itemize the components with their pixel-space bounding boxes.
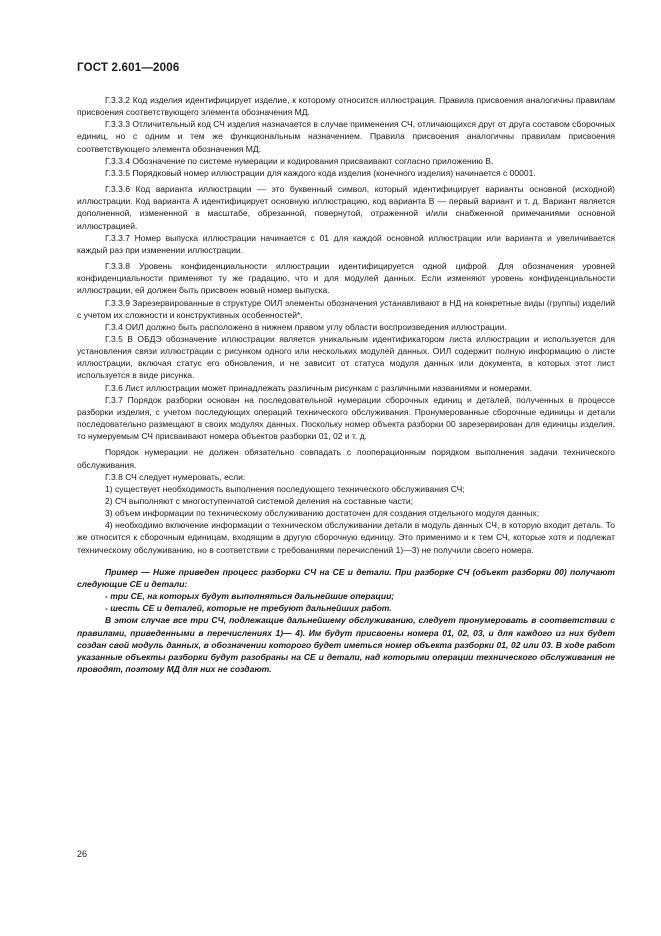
- paragraph-g3-3-7: Г.3.3.7 Номер выпуска иллюстрации начинается с 01 для каждой основной иллюстрации или варианта и увеличивается каждый раз при изменении иллюстрации.: [77, 232, 615, 255]
- list-item-4: 4) необходимо включение информации о техническом обслуживании детали в модуль данных СЧ, в которую входит деталь. То же относится к сборочным единицам, входящим в другую сборочную единицу. Это применимо и к тем СЧ, которые хотя и подлежат техническому обслуживанию, но в соответствии с требованиями перечислений 1)—3) не получили своего номера.: [77, 520, 615, 555]
- paragraph-g3-4: Г.3.4 ОИЛ должно быть расположено в нижнем правом углу области воспроизведения иллюстрации.: [105, 321, 507, 332]
- paragraph-numbering-order: Порядок нумерации не должен обязательно совпадать с пооперационным порядком выполнения задачи технического обслуживания.: [77, 447, 615, 470]
- paragraph-g3-3-8: Г.3.3.8 Уровень конфиденциальности иллюстрации идентифицируется одной цифрой. Для обозначения уровней конфиденциальности применяют ту же градацию, что и для модулей данных. Если изменяют уровень конфиденциальности иллюстрации, ей должен быть присвоен новый номер выпуска.: [77, 261, 615, 296]
- paragraph-g3-3-9: Г.3.3.9 Зарезервированные в структуре ОИЛ элементы обозначения устанавливают в НД на конкретные виды (группы) изделий с учетом их сложности и конструктивных особенностей*.: [77, 297, 615, 320]
- list-item-3: 3) объем информации по техническому обслуживанию достаточен для создания отдельного модуля данных;: [105, 508, 540, 519]
- paragraph-g3-3-3: Г.3.3.3 Отличительный код СЧ изделия назначается в случае применения СЧ, отличающихся друг от друга составом сборочных единиц, но с одним и тем же функциональным назначением. Правила присвоения аналогичны правилам присвоения соответствующего элемента обозначения МД.: [77, 119, 615, 154]
- example-conclusion: В этом случае все три СЧ, подлежащие дальнейшему обслуживанию, следует пронумеровать в соответствии с правилами, приведенными в перечислениях 1)— 4). Им будут присвоены номера 01, 02, 03, и для каждого из них будет создан свой модуль данных, в обозначении которого будет иметься номер объекта разборки 01, 02 или 03. В ходе работ указанные объекты разборки будут разобраны на СЕ и детали, над которыми операции технического обслуживания не проводят, поэтому МД для них не создают.: [77, 615, 615, 675]
- paragraph-g3-7: Г.3.7 Порядок разборки основан на последовательной нумерации сборочных единиц и деталей, полученных в процессе разборки изделия, с учетом последующих операций технического обслуживания. Пронумерованные сборочные единицы и детали последовательно размещают в своих модулях данных. Поскольку номер объекта разборки 00 зарезервирован для единицы изделия, то нумеруемым СЧ присваивают номера объектов разборки 01, 02 и т. д.: [77, 394, 615, 442]
- example-item-1: - три СЕ, на которых будут выполняться дальнейшие операции;: [105, 591, 395, 602]
- paragraph-g3-3-2: Г.3.3.2 Код изделия идентифицирует изделие, к которому относится иллюстрация. Правила присвоения аналогичны правилам присвоения соответствующего элемента обозначения МД.: [77, 95, 615, 118]
- paragraph-g3-3-6: Г.3.3.6 Код варианта иллюстрации — это буквенный символ, который идентифицирует варианты основной (исходной) иллюстрации. Код варианта А идентифицирует основную иллюстрацию, код варианта В — первый вариант и т. д. Вариант является дополненной, измененной в масштабе, обрезанной, повернутой, отраженной и/или снабженной примечаниями основной иллюстрацией.: [77, 184, 615, 231]
- document-body: [77, 94, 615, 675]
- list-item-1: 1) существует необходимость выполнения последующего технического обслуживания СЧ;: [105, 483, 465, 494]
- example-intro: Пример — Ниже приведен процесс разборки СЧ на СЕ и детали. При разборке СЧ (объект разборки 00) получают следующие СЕ и детали:: [77, 566, 615, 589]
- example-item-2: - шесть СЕ и деталей, которые не требуют дальнейших работ.: [105, 603, 392, 614]
- paragraph-g3-6: Г.3.6 Лист иллюстрации может принадлежать различным рисункам с различными названиями и номерами.: [105, 382, 532, 393]
- page-header-title: ГОСТ 2.601—2006: [77, 62, 180, 74]
- paragraph-g3-5: Г.3.5 В ОБДЭ обозначение иллюстрации является уникальным идентификатором листа иллюстрации и используется для установления связи иллюстрации с рисунком одного или нескольких модулей данных. ОИЛ содержит полную информацию о листе иллюстрации, включая статус его обновления, и не зависит от статуса модуля данных или документа, в которых этот лист используется в виде рисунка.: [77, 333, 615, 381]
- paragraph-g3-8: Г.3.8 СЧ следует нумеровать, если:: [105, 471, 246, 482]
- list-item-2: 2) СЧ выполняют с многоступенчатой системой деления на составные части;: [105, 496, 413, 506]
- paragraph-g3-3-4: Г.3.3.4 Обозначение по системе нумерации и кодирования присваивают согласно приложению В.: [105, 155, 494, 166]
- page-number: 26: [77, 849, 88, 859]
- paragraph-g3-3-5: Г.3.3.5 Порядковый номер иллюстрации для каждого кода изделия (конечного изделия) начинается с 00001.: [105, 167, 536, 178]
